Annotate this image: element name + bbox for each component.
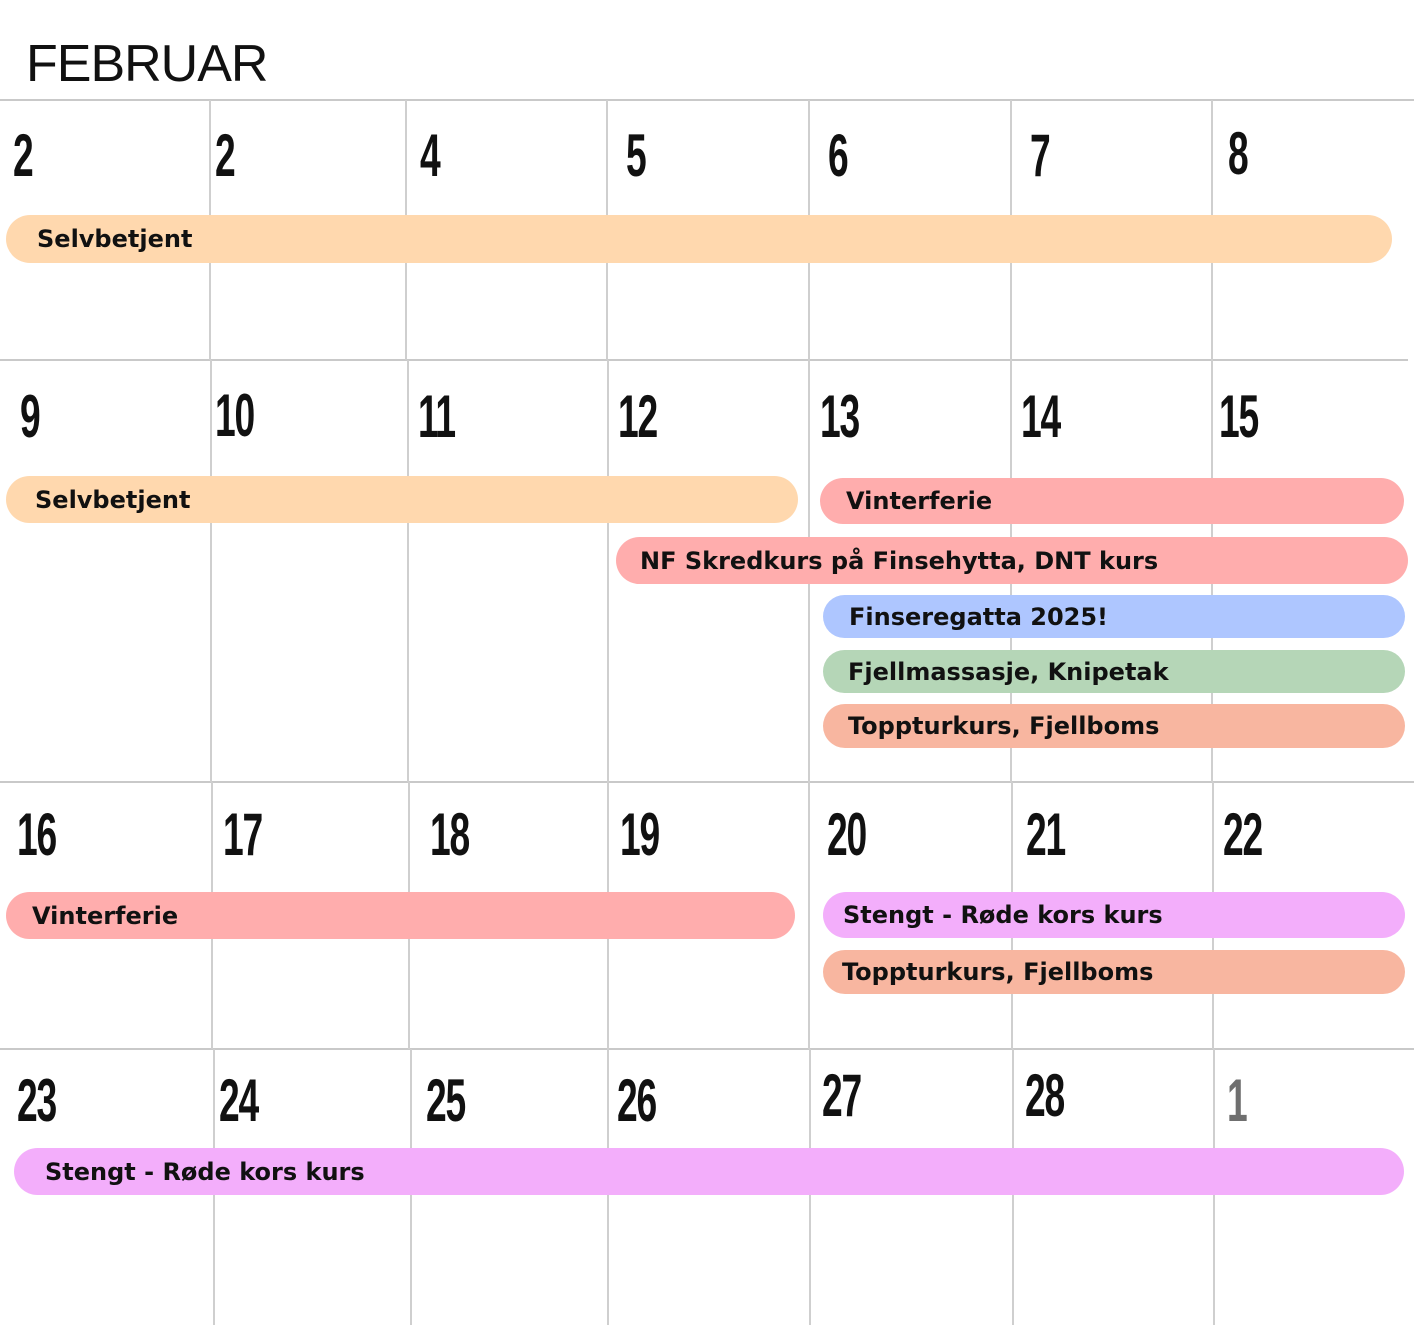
event-bar[interactable] bbox=[823, 650, 1405, 693]
day-number[interactable]: 28 bbox=[1025, 1062, 1064, 1129]
event-label: NF Skredkurs på Finsehytta, DNT kurs bbox=[640, 546, 1159, 575]
event-label: Fjellmassasje, Knipetak bbox=[848, 657, 1169, 686]
event-label: Finseregatta 2025! bbox=[849, 602, 1108, 631]
event-bar[interactable] bbox=[823, 950, 1405, 994]
day-number[interactable]: 16 bbox=[17, 801, 56, 868]
day-number[interactable]: 5 bbox=[626, 122, 646, 189]
day-number[interactable]: 2 bbox=[13, 122, 33, 189]
event-label: Toppturkurs, Fjellboms bbox=[842, 958, 1154, 986]
grid-line bbox=[0, 99, 1414, 101]
day-number[interactable]: 9 bbox=[20, 383, 40, 450]
day-number[interactable]: 8 bbox=[1228, 120, 1248, 187]
event-label: Stengt - Røde kors kurs bbox=[843, 901, 1163, 929]
day-number[interactable]: 22 bbox=[1223, 801, 1262, 868]
event-label: Selvbetjent bbox=[35, 485, 191, 514]
day-number[interactable]: 1 bbox=[1227, 1067, 1247, 1134]
day-number[interactable]: 12 bbox=[618, 383, 657, 450]
grid-line bbox=[210, 360, 212, 782]
event-label: Toppturkurs, Fjellboms bbox=[848, 712, 1160, 740]
day-number[interactable]: 4 bbox=[420, 122, 440, 189]
day-number[interactable]: 2 bbox=[215, 122, 235, 189]
event-bar[interactable] bbox=[6, 892, 795, 939]
day-number[interactable]: 26 bbox=[617, 1067, 656, 1134]
event-bar[interactable] bbox=[14, 1148, 1404, 1195]
event-label: Vinterferie bbox=[32, 901, 179, 930]
day-number[interactable]: 15 bbox=[1219, 383, 1258, 450]
day-number[interactable]: 23 bbox=[17, 1067, 56, 1134]
event-bar[interactable] bbox=[823, 892, 1405, 938]
event-bar[interactable] bbox=[823, 704, 1405, 748]
event-bar[interactable] bbox=[820, 478, 1404, 524]
grid-line bbox=[607, 360, 609, 782]
event-bar[interactable] bbox=[616, 537, 1408, 584]
event-label: Vinterferie bbox=[846, 487, 993, 515]
day-number[interactable]: 18 bbox=[430, 801, 469, 868]
grid-line bbox=[407, 360, 409, 782]
event-label: Selvbetjent bbox=[37, 225, 193, 253]
day-number[interactable]: 27 bbox=[822, 1062, 861, 1129]
day-number[interactable]: 21 bbox=[1026, 801, 1065, 868]
day-number[interactable]: 13 bbox=[820, 383, 859, 450]
event-bar[interactable] bbox=[823, 595, 1405, 638]
day-number[interactable]: 20 bbox=[827, 801, 866, 868]
event-bar[interactable] bbox=[6, 215, 1392, 263]
day-number[interactable]: 6 bbox=[828, 122, 848, 189]
event-label: Stengt - Røde kors kurs bbox=[45, 1157, 365, 1186]
event-bar[interactable] bbox=[6, 476, 798, 523]
day-number[interactable]: 24 bbox=[219, 1067, 258, 1134]
day-number[interactable]: 7 bbox=[1030, 122, 1050, 189]
day-number[interactable]: 10 bbox=[215, 382, 254, 449]
day-number[interactable]: 11 bbox=[418, 383, 455, 450]
day-number[interactable]: 14 bbox=[1021, 383, 1060, 450]
day-number[interactable]: 19 bbox=[620, 801, 659, 868]
grid-line bbox=[808, 782, 810, 1049]
month-title: FEBRUAR bbox=[26, 35, 268, 93]
day-number[interactable]: 25 bbox=[426, 1067, 465, 1134]
day-number[interactable]: 17 bbox=[223, 801, 262, 868]
